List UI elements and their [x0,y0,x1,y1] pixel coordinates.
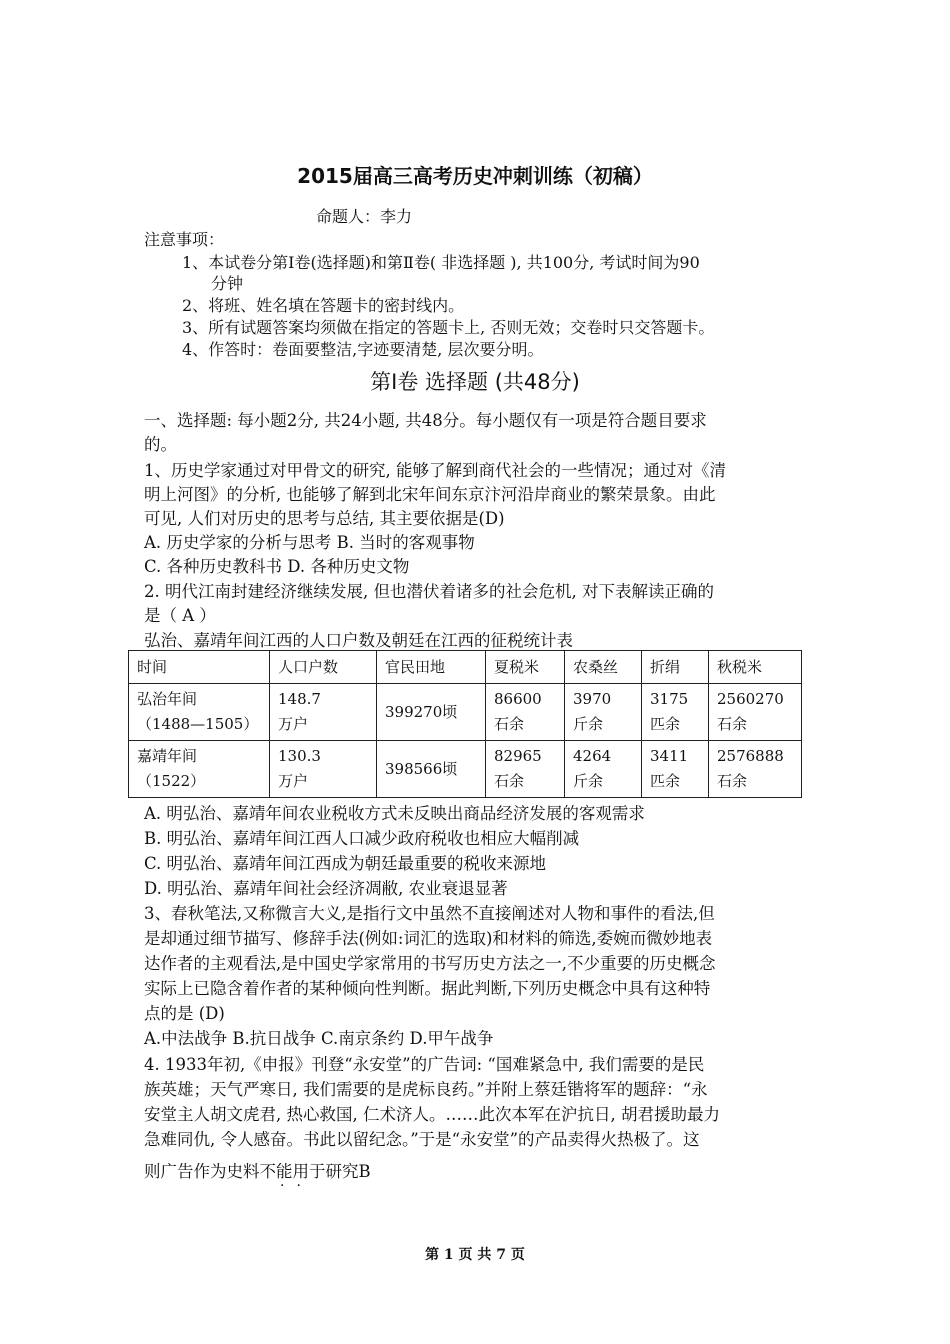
table-header-cell: 时间 [129,651,270,684]
table-header-cell: 秋税米 [709,651,802,684]
table-cell [709,684,802,741]
cell-unit: 石余 [717,715,748,733]
q2-option: A. 明弘治、嘉靖年间农业税收方式未反映出商品经济发展的客观需求 [144,804,645,823]
cell-unit: 万户 [278,715,309,733]
table-cell: 398566顷 [377,741,486,798]
table-header-cell: 官民田地 [377,651,486,684]
cell-value: 4264 [573,747,612,765]
cell-value: 148.7 [278,690,321,708]
cell-unit: 匹余 [650,772,681,790]
period-name: 嘉靖年间 [137,747,198,765]
table-cell [565,684,642,741]
q3-text: 达作者的主观看法,是中国史学家常用的书写历史方法之一,不少重要的历史概念 [144,954,716,973]
notice-item-3: 3、所有试题答案均须做在指定的答题卡上, 否则无效；交卷时只交答题卡。 [182,318,715,337]
table-row [129,684,802,741]
cell-value: 2560270 [717,690,784,708]
table-header-cell: 农桑丝 [565,651,642,684]
tax-statistics-table [128,650,802,798]
q3-options: A.中法战争 B.抗日战争 C.南京条约 D.甲午战争 [144,1029,494,1048]
author-line: 命题人：李力 [316,207,413,226]
q4-text: 族英雄；天气严寒日, 我们需要的是虎标良药。”并附上蔡廷锴将军的题辞：“永 [144,1080,708,1099]
table-caption: 弘治、嘉靖年间江西的人口户数及朝廷在江西的征税统计表 [144,631,573,650]
q2-text: 2. 明代江南封建经济继续发展, 但也潜伏着诸多的社会危机, 对下表解读正确的 [144,582,714,601]
q3-text: 是却通过细节描写、修辞手法(例如:词汇的选取)和材料的筛选,委婉而微妙地表 [144,929,713,948]
table-header-cell: 折绢 [642,651,709,684]
notice-item-1: 1、本试卷分第Ⅰ卷(选择题)和第Ⅱ卷( 非选择题 ), 共100分, 考试时间为90 [182,253,700,272]
table-cell [642,741,709,798]
table-cell [486,684,565,741]
table-cell [709,741,802,798]
cell-unit: 匹余 [650,715,681,733]
q2-text: 是（ A ） [144,606,216,625]
q1-text: 1、历史学家通过对甲骨文的研究, 能够了解到商代社会的一些情况；通过对《清 [144,461,726,480]
notice-item-1-cont: 分钟 [211,274,244,293]
cell-value: 3175 [650,690,689,708]
q4-text: 则广告作为史料不能用于研究B [144,1162,371,1181]
cell-value: 3411 [650,747,689,765]
q1-option: A. 历史学家的分析与思考 B. 当时的客观事物 [144,533,475,552]
table-header-cell: 人口户数 [270,651,377,684]
intro-line: 一、选择题: 每小题2分, 共24小题, 共48分。每小题仅有一项是符合题目要求 [144,411,707,430]
q2-option: D. 明弘治、嘉靖年间社会经济凋敝, 农业衰退显著 [144,879,508,898]
period-years: （1488—1505） [137,715,259,733]
intro-line: 的。 [144,435,177,454]
q4-text: 急难同仇, 令人感奋。书此以留纪念。”于是“永安堂”的产品卖得火热极了。这 [144,1130,700,1149]
cell-unit: 万户 [278,772,309,790]
cell-value: 3970 [573,690,612,708]
cell-value: 130.3 [278,747,321,765]
q3-text: 3、春秋笔法,又称微言大义,是指行文中虽然不直接阐述对人物和事件的看法,但 [144,904,715,923]
period-name: 弘治年间 [137,690,198,708]
q4-text: 安堂主人胡文虎君, 热心救国, 仁术济人。……此次本军在沪抗日, 胡君援助最力 [144,1105,720,1124]
q2-option: B. 明弘治、嘉靖年间江西人口减少政府税收也相应大幅削减 [144,829,580,848]
notice-item-4: 4、作答时：卷面要整洁,字迹要清楚, 层次要分明。 [182,340,544,359]
emphasis-dots: ·· [280,1178,313,1194]
cell-unit: 斤余 [573,715,604,733]
section-title: 第Ⅰ卷 选择题 (共48分) [370,370,580,394]
cell-value: 2576888 [717,747,784,765]
table-cell [270,684,377,741]
q1-text: 明上河图》的分析, 也能够了解到北宋年间东京汴河沿岸商业的繁荣景象。由此 [144,485,716,504]
cell-value: 86600 [494,690,542,708]
table-cell [642,684,709,741]
table-cell [486,741,565,798]
q2-option: C. 明弘治、嘉靖年间江西成为朝廷最重要的税收来源地 [144,854,547,873]
cell-value: 82965 [494,747,542,765]
notice-heading: 注意事项： [144,230,225,249]
table-header-cell: 夏税米 [486,651,565,684]
table-cell [270,741,377,798]
table-cell: 399270顷 [377,684,486,741]
document-title: 2015届高三高考历史冲刺训练（初稿） [297,164,653,188]
table-cell [129,684,270,741]
period-years: （1522） [137,772,206,790]
table-header-row [129,651,802,684]
q3-text: 点的是 (D) [144,1004,225,1023]
cell-unit: 斤余 [573,772,604,790]
q3-text: 实际上已隐含着作者的某种倾向性判断。据此判断,下列历史概念中具有这种特 [144,979,711,998]
q1-option: C. 各种历史教科书 D. 各种历史文物 [144,557,410,576]
table-cell [129,741,270,798]
cell-unit: 石余 [494,772,525,790]
q4-text: 4. 1933年初,《申报》刊登“永安堂”的广告词: “国难紧急中, 我们需要的是民 [144,1055,705,1074]
table-cell [565,741,642,798]
page-footer: 第 1 页 共 7 页 [425,1247,525,1263]
cell-unit: 石余 [494,715,525,733]
table-row [129,741,802,798]
q1-text: 可见, 人们对历史的思考与总结, 其主要依据是(D) [144,509,505,528]
cell-unit: 石余 [717,772,748,790]
notice-item-2: 2、将班、姓名填在答题卡的密封线内。 [182,296,465,315]
